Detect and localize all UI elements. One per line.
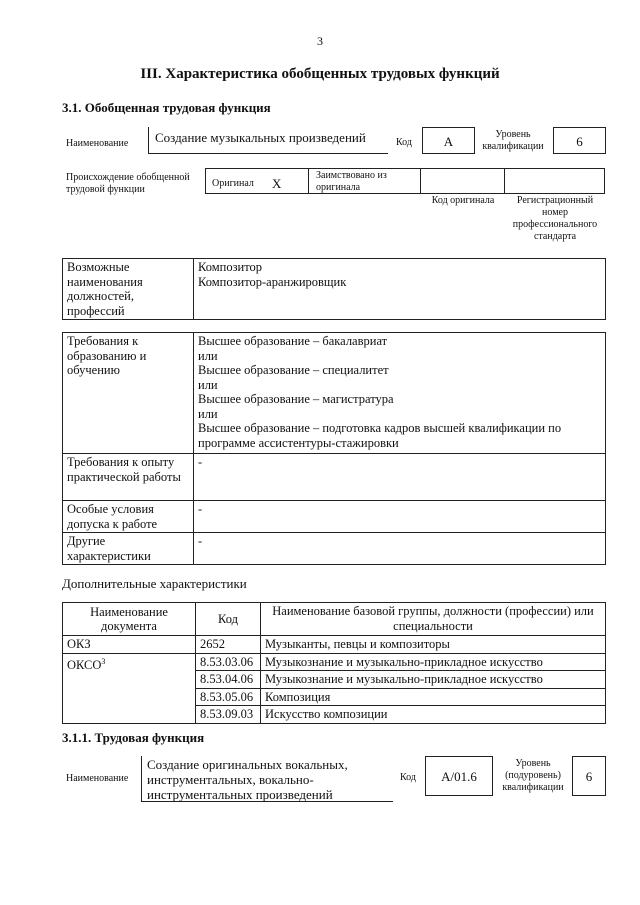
- header-cell: Наименование базовой группы, должности (профессии) или специальности: [261, 603, 606, 636]
- code-cell: 8.53.04.06: [196, 671, 261, 689]
- name-cell: Композиция: [261, 688, 606, 706]
- list-item: Композитор: [198, 260, 263, 274]
- additional-heading: Дополнительные характеристики: [62, 576, 247, 591]
- req-value: -: [194, 533, 606, 565]
- divider: [308, 168, 309, 194]
- tf-level-label: Уровень (подуровень) квалификации: [502, 758, 564, 793]
- gtf-level-label: Уровень квалификации: [482, 129, 544, 152]
- original-mark: Х: [272, 176, 282, 191]
- okso-doc: ОКСО: [67, 657, 102, 672]
- name-cell: Музыкознание и музыкально-прикладное искусство: [261, 653, 606, 671]
- code-cell: 8.53.09.03: [196, 706, 261, 724]
- gtf-heading: 3.1. Обобщенная трудовая функция: [62, 100, 271, 115]
- tf-name-label: Наименование: [66, 773, 129, 784]
- list-item: Композитор-аранжировщик: [198, 274, 347, 289]
- gtf-name-value: Создание музыкальных произведений: [148, 127, 388, 154]
- borrowed-label: Заимствовано из оригинала: [316, 170, 387, 193]
- name-cell: Искусство композиции: [261, 706, 606, 724]
- doc-cell: ОКЗ: [63, 636, 196, 654]
- req-label: Требования к опыту практической работы: [63, 454, 194, 501]
- req-label: Другие характеристики: [63, 533, 194, 565]
- gtf-origin-label: Происхождение обобщенной трудовой функции: [66, 172, 190, 195]
- reg-number-label: Регистрационный номер профессионального стандарта: [512, 195, 598, 242]
- original-label: Оригинал: [212, 178, 254, 189]
- table-row: [63, 454, 606, 501]
- req-line: или: [198, 348, 218, 363]
- req-value: -: [194, 454, 606, 501]
- req-label: Требования к образованию и обучению: [63, 333, 194, 454]
- code-cell: 8.53.05.06: [196, 688, 261, 706]
- table-row: [63, 636, 606, 654]
- req-line: или: [198, 377, 218, 392]
- req-line: Высшее образование – подготовка кадров высшей квалификации по программе ассистентуры-стажировки: [198, 421, 562, 450]
- table-row: [63, 259, 606, 320]
- req-label: Особые условия допуска к работе: [63, 501, 194, 533]
- tf-name-value: Создание оригинальных вокальных, инструментальных, вокально-инструментальных произведений: [141, 756, 393, 802]
- table-row: [63, 501, 606, 533]
- positions-table: [62, 258, 606, 320]
- code-cell: 8.53.03.06: [196, 653, 261, 671]
- positions-label: Возможные наименования должностей, профессий: [63, 259, 194, 320]
- req-line: Высшее образование – специалитет: [198, 363, 389, 377]
- gtf-name-label: Наименование: [66, 138, 129, 149]
- code-cell: 2652: [196, 636, 261, 654]
- positions-list: [194, 259, 606, 320]
- table-row: [63, 603, 606, 636]
- section-title: III. Характеристика обобщенных трудовых функций: [140, 66, 500, 82]
- divider: [504, 168, 505, 194]
- req-line: или: [198, 406, 218, 421]
- divider: [420, 168, 421, 194]
- footnote-mark: 3: [101, 656, 106, 666]
- tf-heading: 3.1.1. Трудовая функция: [62, 730, 205, 745]
- tf-level-value: 6: [572, 756, 606, 796]
- tf-code-label: Код: [400, 772, 416, 783]
- table-row: [63, 333, 606, 454]
- additional-table: [62, 602, 606, 724]
- table-row: [63, 533, 606, 565]
- tf-code-value: А/01.6: [425, 756, 493, 796]
- requirements-table: [62, 332, 606, 565]
- header-cell: Наименование документа: [63, 603, 196, 636]
- req-value: -: [194, 501, 606, 533]
- req-line: Высшее образование – магистратура: [198, 392, 394, 406]
- name-cell: Музыканты, певцы и композиторы: [261, 636, 606, 654]
- code-original-label: Код оригинала: [431, 195, 495, 206]
- gtf-code-label: Код: [396, 137, 412, 148]
- gtf-code-value: А: [422, 127, 475, 154]
- req-education: [194, 333, 606, 454]
- doc-cell: [63, 653, 196, 723]
- page-number: 3: [317, 34, 323, 48]
- table-row: [63, 653, 606, 671]
- header-cell: Код: [196, 603, 261, 636]
- gtf-level-value: 6: [553, 127, 606, 154]
- req-line: Высшее образование – бакалавриат: [198, 334, 388, 348]
- name-cell: Музыкознание и музыкально-прикладное искусство: [261, 671, 606, 689]
